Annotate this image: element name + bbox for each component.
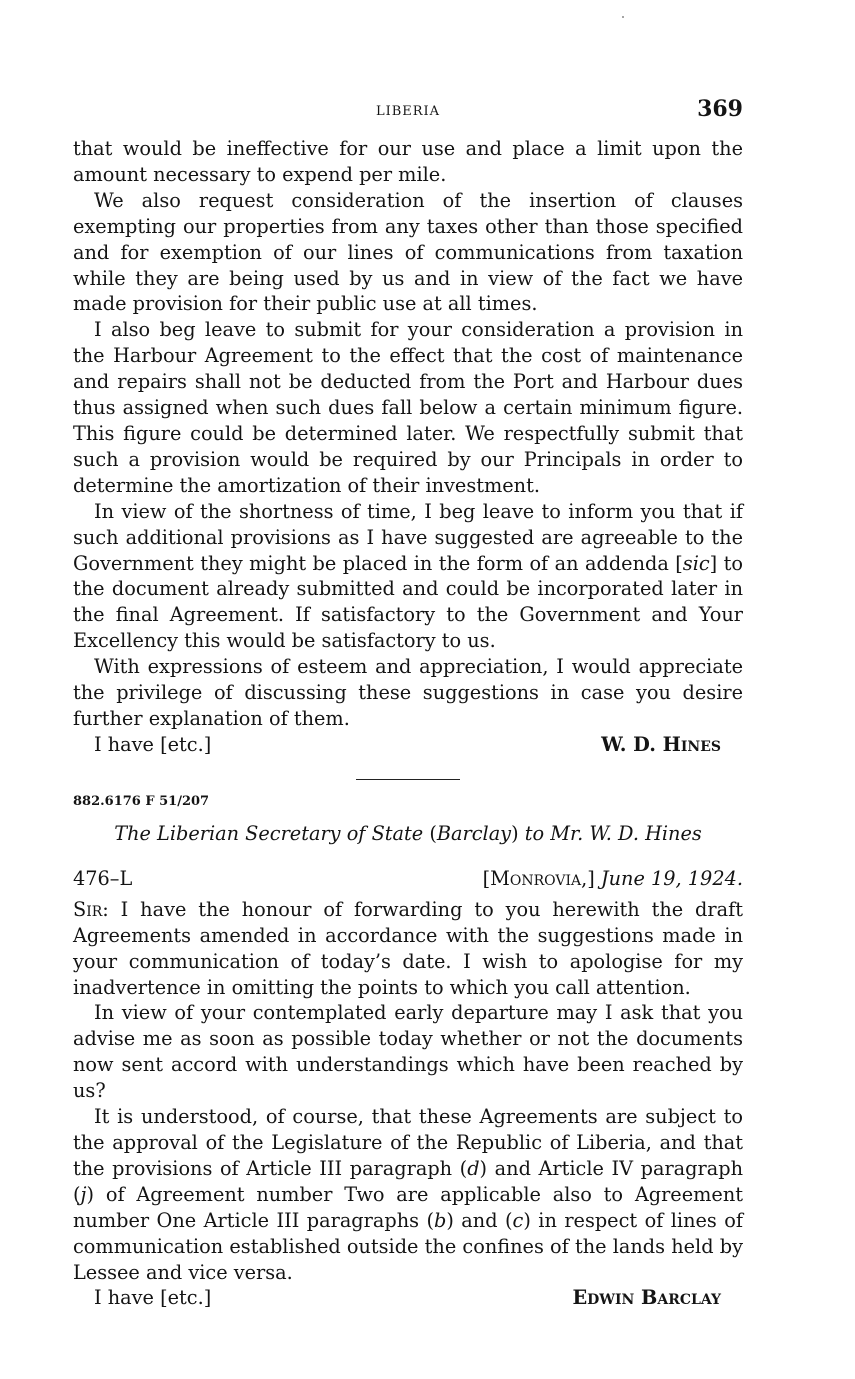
legis-text-5: ) in respect of lines of communication established outside the confines of the lands held by Lessee and vice versa. [73,1208,743,1284]
title-name: Barclay [436,821,512,845]
paragraph-continuation: that would be ineffective for our use and place a limit upon the amount necessary to expend per mile. [73,137,743,186]
title-text-1: The Liberian Secretary of State [114,821,430,845]
paragraph-tax-exemption: We also request consideration of the insertion of clauses exempting our properties from any taxes other than those specified and for exemption of our lines of communications from taxation while they are being used by us and in view of the fact we have made provision for their public use at all times. [73,188,743,316]
para-c: c [512,1208,524,1232]
place: [Monrovia,] [482,866,595,890]
date: June 19, 1924. [600,866,743,890]
document-title [73,822,743,845]
paragraph-addenda [73,499,743,654]
sic-mark: sic [682,551,710,575]
title-paren-open: ( [429,821,437,845]
paragraph-esteem: With expressions of esteem and appreciation, I would appreciate the privilege of discussing these suggestions in case you desire further explanation of them. [73,655,743,730]
document-page [73,96,743,1311]
paragraph-harbour-agreement: I also beg leave to submit for your consideration a provision in the Harbour Agreement to the effect that the cost of maintenance and repairs shall not be deducted from the Port and Harbour dues thus assigned when such dues fall below a certain minimum figure. This figure could be determined later. We respectfully submit that such a provision would be required by our Principals in order to determine the amortization of their investment. [73,318,743,497]
title-text-2: to Mr. W. D. Hines [518,821,702,845]
closing-barclay: I have [etc.] [94,1286,212,1310]
sir-text: : I have the honour of forwarding to you herewith the draft Agreements amended in accordance with the suggestions made in your communication of today’s date. I wish to apologise for my inadvertence in omitting the points to which you call attention. [73,897,743,999]
signature-hines: W. D. Hines [601,732,721,756]
legis-text-3: ) of Agreement number Two are applicable also to Agreement number One Article III paragraphs ( [73,1182,743,1232]
para-j: j [80,1182,87,1206]
page-number: 369 [697,96,743,122]
addenda-text-2: ] to the document already submitted and could be incorporated later in the final Agreement. If satisfactory to the Government and Your Excellency this would be satisfactory to us. [73,551,743,653]
legis-text-2: ) and Article IV paragraph ( [73,1156,743,1206]
paragraph-departure: In view of your contemplated early departure may I ask that you advise me as soon as possible today whether or not the documents now sent accord with understandings which have been reached by us? [73,1001,743,1103]
place-date [483,867,743,890]
signoff-barclay [73,1285,743,1311]
signature-barclay: Edwin Barclay [572,1286,721,1310]
addenda-text-1: In view of the shortness of time, I beg leave to inform you that if such additional provisions as I have suggested are agreeable to the Government they might be placed in the form of an addenda [ [73,499,743,575]
para-d: d [467,1156,480,1180]
paragraph-legislature [73,1104,743,1285]
title-paren-close: ) [511,821,519,845]
legis-text-4: ) and ( [446,1208,513,1232]
para-b: b [433,1208,447,1232]
closing-hines: I have [etc.] [94,732,212,756]
signoff-hines [73,732,743,758]
section-divider [356,779,460,780]
document-number: 476–L [73,866,133,890]
dateline [73,867,743,897]
paragraph-sir [73,897,743,1001]
legis-text-1: It is understood, of course, that these Agreements are subject to the approval of the Legislature of the Republic of Liberia, and that the provisions of Article III paragraph ( [73,1105,743,1180]
running-title: LIBERIA [375,104,441,119]
file-reference: 882.6176 F 51/207 [73,793,210,809]
salutation: Sir [73,897,103,921]
scan-speck [622,16,624,18]
running-head [73,96,743,136]
